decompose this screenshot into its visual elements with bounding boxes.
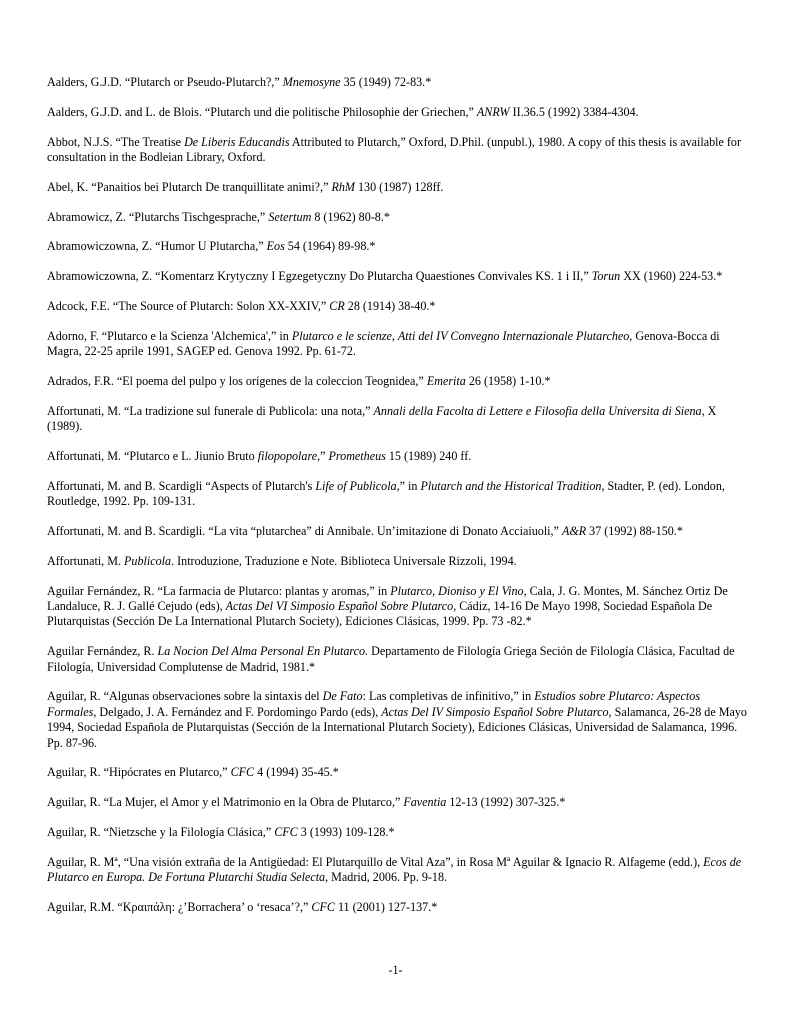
bibliography-entry bbox=[47, 329, 747, 360]
entry-title-italic: CR bbox=[329, 298, 345, 313]
bibliography-entry bbox=[47, 404, 747, 435]
entry-title-italic: Mnemosyne bbox=[282, 75, 341, 89]
entry-text: Abel, K. “Panaitios bei Plutarch De tranquillitate animi?,” bbox=[47, 179, 332, 194]
bibliography-entry bbox=[47, 584, 747, 630]
page-number: -1- bbox=[388, 963, 403, 977]
entry-text: 28 (1914) 38-40.* bbox=[344, 298, 436, 313]
bibliography-list bbox=[47, 75, 747, 930]
entry-text: , X (1989). bbox=[47, 403, 717, 434]
entry-text: Attributed to Plutarch,” Oxford, D.Phil. (unpubl.), 1980. A copy of this thesis is available for consultation in the Bodleian Library, Oxford. bbox=[47, 134, 741, 164]
entry-title-italic: Eos bbox=[266, 239, 285, 254]
bibliography-entry bbox=[47, 374, 747, 389]
entry-title-italic: Publicola bbox=[124, 553, 172, 568]
entry-text: 15 (1989) 240 ff. bbox=[385, 448, 472, 463]
entry-title-italic: Ecos de Plutarco en Europa. De Fortuna Plutarchi Studia Selecta bbox=[47, 854, 742, 885]
entry-text: Abramowiczowna, Z. “Komentarz Krytyczny I Egzegetyczny Do Plutarcha Quaestiones Convivales KS. 1 i II,” bbox=[47, 269, 592, 284]
entry-text: XX (1960) 224-53.* bbox=[620, 269, 723, 284]
entry-text: Aguilar, R. Mª, “Una visión extraña de la Antigüedad: El Plutarquillo de Vital Aza”, in Rosa Mª Aguilar & Ignacio R. Alfageme (edd.), bbox=[47, 854, 704, 869]
entry-text: , Delgado, J. A. Fernández and F. Pordomingo Pardo (eds), bbox=[93, 704, 382, 719]
bibliography-entry bbox=[47, 210, 747, 225]
entry-title-italic: Setertum bbox=[268, 209, 312, 224]
entry-title-italic: Faventia bbox=[403, 795, 447, 810]
entry-title-italic: Plutarco, Dioniso y El Vino bbox=[390, 583, 524, 598]
entry-title-italic: Torun bbox=[591, 269, 621, 284]
entry-text: 26 (1958) 1-10.* bbox=[465, 373, 551, 388]
entry-title-italic: De Liberis Educandis bbox=[184, 134, 290, 149]
bibliography-entry bbox=[47, 135, 747, 166]
entry-text: 4 (1994) 35-45.* bbox=[254, 765, 339, 780]
entry-text: , Cala, J. G. Montes, M. Sánchez Ortiz De Landaluce, R. J. Gallé Cejudo (eds), bbox=[47, 583, 728, 613]
entry-text: 35 (1949) 72-83.* bbox=[340, 75, 432, 89]
entry-title-italic: Atti del IV Convegno Internazionale Plutarcheo bbox=[397, 328, 630, 343]
entry-text: Abbot, N.J.S. “The Treatise bbox=[47, 134, 185, 149]
bibliography-entry bbox=[47, 105, 747, 120]
entry-text: , Cádiz, 14-16 De Mayo 1998, Sociedad Española De Plutarquistas (Sección De La International Plutarch Society), Ediciones Clásicas, 1999. Pp. 73 -82.* bbox=[47, 598, 713, 629]
entry-text: : Las completivas de infinitivo,” in bbox=[362, 689, 535, 704]
bibliography-entry bbox=[47, 299, 747, 314]
entry-text: 37 (1992) 88-150.* bbox=[586, 523, 683, 538]
entry-text: Affortunati, M. “Plutarco e L. Jiunio Bruto bbox=[47, 448, 258, 463]
bibliography-entry bbox=[47, 765, 747, 780]
entry-text: Aguilar, R. “Nietzsche y la Filología Clásica,” bbox=[47, 825, 275, 839]
entry-text: . Introduzione, Traduzione e Note. Biblioteca Universale Rizzoli, 1994. bbox=[171, 553, 517, 568]
entry-text: Adorno, F. “Plutarco e la Scienza 'Alchemica',” in bbox=[47, 328, 292, 343]
entry-text: Adrados, F.R. “El poema del pulpo y los orígenes de la coleccion Teognidea,” bbox=[47, 373, 427, 388]
entry-title-italic: Plutarch and the Historical Tradition bbox=[420, 478, 602, 493]
entry-title-italic: A&R bbox=[561, 523, 587, 538]
entry-text: , Genova-Bocca di Magra, 22-25 aprile 1991, SAGEP ed. Genova 1992. Pp. 61-72. bbox=[47, 328, 720, 359]
entry-text: 3 (1993) 109-128.* bbox=[297, 825, 395, 839]
entry-text: 8 (1962) 80-8.* bbox=[311, 209, 390, 224]
bibliography-entry bbox=[47, 449, 747, 464]
entry-text: ,” in bbox=[396, 478, 421, 493]
bibliography-entry bbox=[47, 825, 747, 840]
bibliography-entry bbox=[47, 269, 747, 284]
entry-text: Departamento de Filología Griega Seción de Filología Clásica, Facultad de Filología, Universidad Complutense de Madrid, 1981.* bbox=[47, 644, 735, 674]
entry-text: Affortunati, M. and B. Scardigli. “La vita “plutarchea” di Annibale. Un’imitazione di Donato Acciaiuoli,” bbox=[47, 523, 562, 538]
entry-text: 11 (2001) 127-137.* bbox=[334, 900, 438, 914]
bibliography-entry bbox=[47, 855, 747, 886]
entry-text: , Madrid, 2006. Pp. 9-18. bbox=[325, 870, 448, 885]
entry-title-italic: Plutarco e le scienze bbox=[291, 328, 392, 343]
entry-text: Salamanca, 26-28 de Mayo 1994, Sociedad Española de Plutarquistas (Sección de la International Plutarch Society), Ediciones Clásicas, Universidad de Salamanca, 1996. Pp. 87-96. bbox=[47, 704, 747, 750]
bibliography-entry bbox=[47, 689, 747, 751]
entry-title-italic: De Fato bbox=[322, 689, 363, 704]
bibliography-entry bbox=[47, 795, 747, 810]
bibliography-entry bbox=[47, 644, 747, 675]
entry-title-italic: Emerita bbox=[426, 373, 466, 388]
bibliography-entry bbox=[47, 479, 747, 510]
entry-text: Affortunati, M. and B. Scardigli “Aspects of Plutarch's bbox=[47, 478, 316, 493]
entry-title-italic: CFC bbox=[230, 765, 255, 780]
entry-text: 54 (1964) 89-98.* bbox=[284, 239, 376, 254]
bibliography-entry bbox=[47, 239, 747, 254]
bibliography-entry bbox=[47, 180, 747, 195]
entry-text: II.36.5 (1992) 3384-4304. bbox=[509, 104, 639, 119]
entry-text: Abramowiczowna, Z. “Humor U Plutarcha,” bbox=[47, 239, 267, 254]
entry-text: Aalders, G.J.D. and L. de Blois. “Plutarch und die politische Philosophie der Griechen,” bbox=[47, 104, 477, 119]
entry-title-italic: Life of Publicola bbox=[315, 478, 397, 493]
bibliography-entry bbox=[47, 554, 747, 569]
entry-text: ,” bbox=[317, 448, 329, 463]
bibliography-entry bbox=[47, 900, 747, 915]
entry-text: , bbox=[391, 328, 398, 343]
entry-text: Affortunati, M. “La tradizione sul funerale di Publicola: una nota,” bbox=[47, 403, 374, 418]
entry-text: 12-13 (1992) 307-325.* bbox=[446, 795, 566, 810]
entry-text: Aguilar, R.M. “Κραιπάλη: ¿’Borrachera’ o ‘resaca’?,” bbox=[47, 900, 312, 914]
entry-text: Affortunati, M. bbox=[47, 553, 125, 568]
entry-title-italic: Estudios sobre Plutarco: Aspectos Formales bbox=[47, 689, 701, 719]
entry-text: Abramowicz, Z. “Plutarchs Tischgesprache,” bbox=[47, 209, 269, 224]
entry-title-italic: RhM bbox=[331, 179, 355, 194]
entry-text: Aguilar, R. “Hipócrates en Plutarco,” bbox=[47, 765, 231, 780]
entry-title-italic: Actas Del IV Simposio Español Sobre Plutarco, bbox=[381, 704, 612, 719]
entry-title-italic: Prometheus bbox=[328, 448, 386, 463]
bibliography-entry bbox=[47, 75, 747, 90]
bibliography-entry bbox=[47, 524, 747, 539]
entry-title-italic: Actas Del VI Simposio Español Sobre Plutarco bbox=[225, 598, 454, 613]
entry-text: Adcock, F.E. “The Source of Plutarch: Solon XX-XXIV,” bbox=[47, 298, 330, 313]
entry-text: Aguilar, R. “Algunas observaciones sobre la sintaxis del bbox=[47, 689, 323, 704]
entry-title-italic: CFC bbox=[311, 900, 335, 914]
entry-text: Aguilar, R. “La Mujer, el Amor y el Matrimonio en la Obra de Plutarco,” bbox=[47, 795, 404, 810]
entry-title-italic: ANRW bbox=[476, 104, 510, 119]
entry-title-italic: Annali della Facolta di Lettere e Filosofia della Universita di Siena bbox=[373, 403, 702, 418]
entry-text: , Stadter, P. (ed). London, Routledge, 1992. Pp. 109-131. bbox=[47, 478, 725, 509]
entry-text: 130 (1987) 128ff. bbox=[354, 179, 444, 194]
entry-title-italic: CFC bbox=[274, 825, 298, 839]
entry-title-italic: filopopolare bbox=[257, 448, 318, 463]
entry-text: Aalders, G.J.D. “Plutarch or Pseudo-Plutarch?,” bbox=[47, 75, 283, 89]
entry-text: Aguilar Fernández, R. bbox=[47, 644, 158, 659]
entry-title-italic: La Nocion Del Alma Personal En Plutarco. bbox=[157, 644, 369, 659]
entry-text: Aguilar Fernández, R. “La farmacia de Plutarco: plantas y aromas,” in bbox=[47, 583, 391, 598]
